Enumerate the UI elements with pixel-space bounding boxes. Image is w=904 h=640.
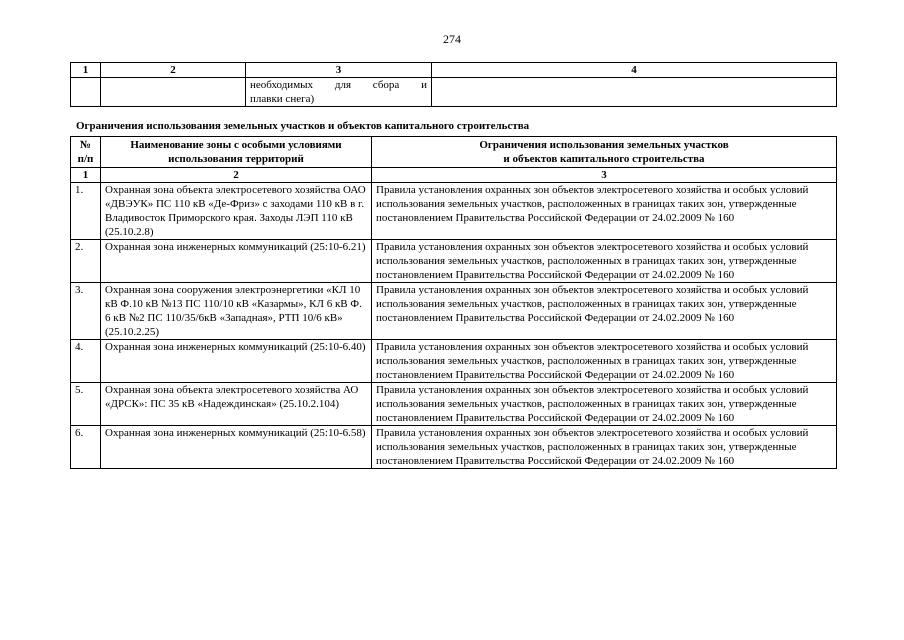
column-number: 3 [246,63,432,78]
zone-name: Охранная зона объекта электросетевого хозяйства ОАО «ДВЭУК» ПС 110 кВ «Де-Фриз» с заходами 110 кВ в г. Владивосток Приморского края. Заходы ЛЭП 110 кВ (25.10.2.8) [101,183,372,240]
restriction-text: Правила установления охранных зон объектов электросетевого хозяйства и особых условий использования земельных участков, расположенных в границах таких зон, утвержденные постановлением Правительства Российской Федерации от 24.02.2009 № 160 [372,240,837,283]
header-text: и объектов капитального строительства [503,153,705,165]
header-restrictions [372,137,837,168]
table-row [71,383,837,426]
restriction-text: Правила установления охранных зон объектов электросетевого хозяйства и особых условий использования земельных участков, расположенных в границах таких зон, утвержденные постановлением Правительства Российской Федерации от 24.02.2009 № 160 [372,183,837,240]
column-number: 2 [101,168,372,183]
zone-name: Охранная зона инженерных коммуникаций (25:10-6.40) [101,340,372,383]
column-number: 4 [432,63,837,78]
zone-name: Охранная зона инженерных коммуникаций (25:10-6.21) [101,240,372,283]
header-text: использования территорий [168,153,304,165]
restriction-text: Правила установления охранных зон объектов электросетевого хозяйства и особых условий использования земельных участков, расположенных в границах таких зон, утвержденные постановлением Правительства Российской Федерации от 24.02.2009 № 160 [372,283,837,340]
restrictions-table [70,136,837,469]
table-row [71,240,837,283]
restriction-text: Правила установления охранных зон объектов электросетевого хозяйства и особых условий использования земельных участков, расположенных в границах таких зон, утвержденные постановлением Правительства Российской Федерации от 24.02.2009 № 160 [372,426,837,469]
page-number: 274 [443,32,461,46]
header-text: п/п [77,153,94,165]
table-row [71,183,837,240]
column-number: 3 [372,168,837,183]
table-row [71,283,837,340]
table-cell [432,78,837,107]
table-row [71,426,837,469]
row-number: 3. [71,283,101,340]
header-text: Ограничения использования земельных участков [479,139,729,151]
table-cell [246,78,432,107]
row-number: 2. [71,240,101,283]
header-text: № [79,139,92,151]
table-header-row [71,137,837,168]
row-number: 5. [71,383,101,426]
row-number: 4. [71,340,101,383]
zone-name: Охранная зона инженерных коммуникаций (25:10-6.58) [101,426,372,469]
zone-name: Охранная зона объекта электросетевого хозяйства АО «ДРСК»: ПС 35 кВ «Надеждинская» (25.10.2.104) [101,383,372,426]
table-cell [71,78,101,107]
column-number: 1 [71,63,101,78]
table-row [71,78,837,107]
table-row [71,340,837,383]
restriction-text: Правила установления охранных зон объектов электросетевого хозяйства и особых условий использования земельных участков, расположенных в границах таких зон, утвержденные постановлением Правительства Российской Федерации от 24.02.2009 № 160 [372,340,837,383]
cell-text-line: необходимых для сбора и [250,79,427,91]
continuation-table-header [71,63,837,78]
column-number: 2 [101,63,246,78]
header-text: Наименование зоны с особыми условиями [130,139,342,151]
row-number: 6. [71,426,101,469]
column-numbers-row [71,168,837,183]
header-zone-name [101,137,372,168]
section-title: Ограничения использования земельных участков и объектов капитального строительства [76,120,530,132]
cell-text-line: плавки снега) [250,93,315,105]
restriction-text: Правила установления охранных зон объектов электросетевого хозяйства и особых условий использования земельных участков, расположенных в границах таких зон, утвержденные постановлением Правительства Российской Федерации от 24.02.2009 № 160 [372,383,837,426]
table-cell [101,78,246,107]
continuation-table [70,62,837,107]
column-number: 1 [71,168,101,183]
zone-name: Охранная зона сооружения электроэнергетики «КЛ 10 кВ Ф.10 кВ №13 ПС 110/10 кВ «Казармы», КЛ 6 кВ Ф. 6 кВ №2 ПС 110/35/6кВ «Западная», РТП 10/6 кВ» (25.10.2.25) [101,283,372,340]
header-number [71,137,101,168]
row-number: 1. [71,183,101,240]
